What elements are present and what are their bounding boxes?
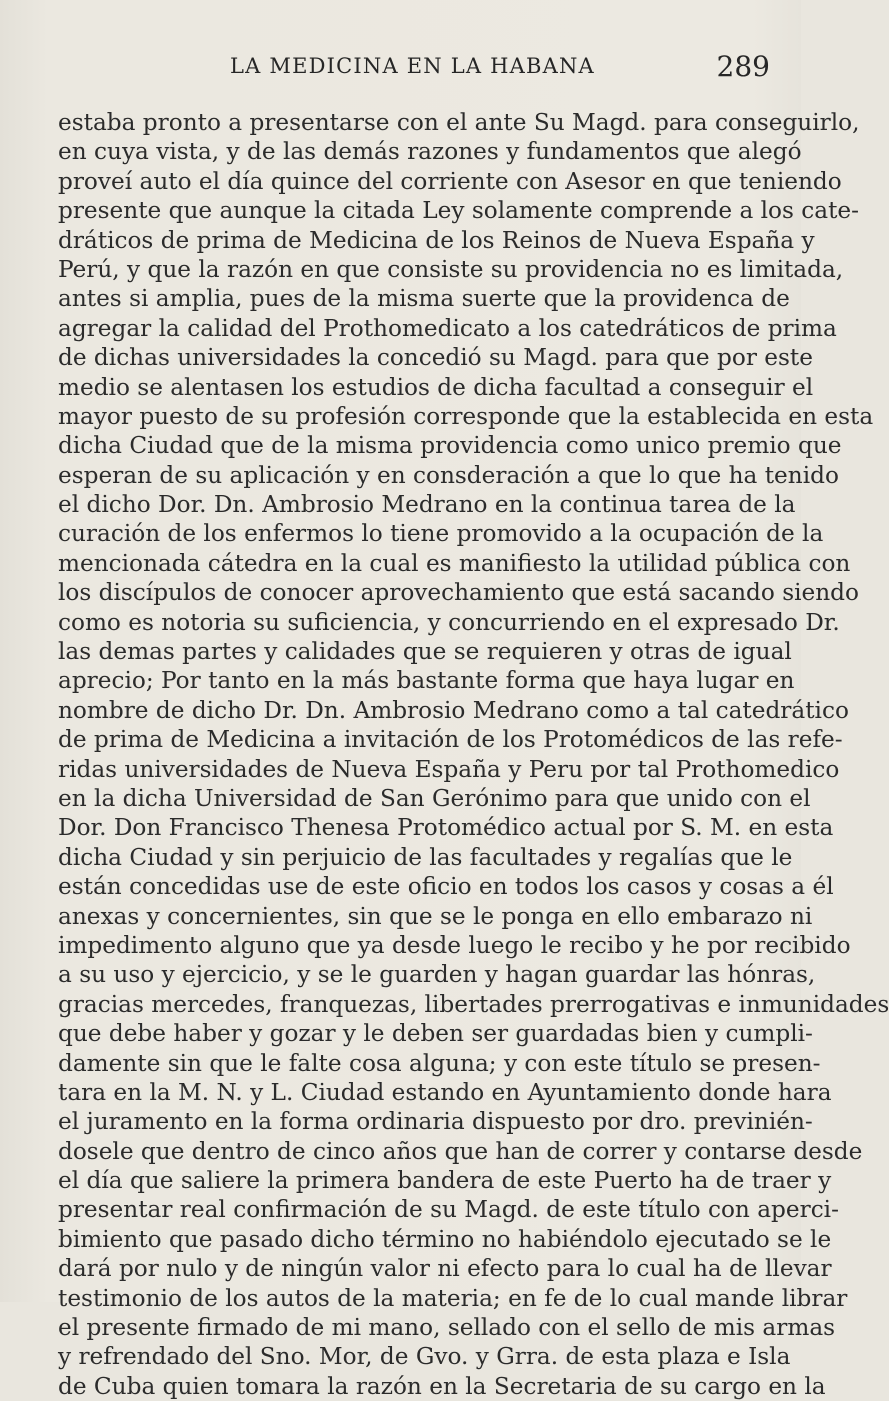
text-line: y refrendado del Sno. Mor, de Gvo. y Grra. de esta plaza e Isla xyxy=(58,1343,791,1371)
text-line: el día que saliere la primera bandera de este Puerto ha de traer y xyxy=(58,1167,832,1195)
text-line: testimonio de los autos de la materia; en fe de lo cual mande librar xyxy=(58,1284,848,1312)
text-line: gracias mercedes, franquezas, libertades prerrogativas e inmunidades xyxy=(58,990,889,1018)
text-line: medio se alentasen los estudios de dicha facultad a conseguir el xyxy=(58,373,814,401)
text-line: los discípulos de conocer aprovechamiento que está sacando siendo xyxy=(58,579,859,607)
text-line: el juramento en la forma ordinaria dispuesto por dro. previnién- xyxy=(58,1108,813,1136)
text-line: bimiento que pasado dicho término no habiéndolo ejecutado se le xyxy=(58,1225,832,1253)
text-line: esperan de su aplicación y en consderación a que lo que ha tenido xyxy=(58,461,839,489)
text-line: a su uso y ejercicio, y se le guarden y hagan guardar las hónras, xyxy=(58,961,816,989)
text-line: el presente firmado de mi mano, sellado con el sello de mis armas xyxy=(58,1314,836,1342)
text-line: dosele que dentro de cinco años que han de correr y contarse desde xyxy=(58,1137,863,1165)
text-line: proveí auto el día quince del corriente con Asesor en que teniendo xyxy=(58,167,842,195)
text-line: ridas universidades de Nueva España y Peru por tal Prothomedico xyxy=(58,755,840,783)
text-line: mencionada cátedra en la cual es manifiesto la utilidad pública con xyxy=(58,549,851,577)
text-line: en cuya vista, y de las demás razones y fundamentos que alegó xyxy=(58,138,802,166)
text-line: están concedidas use de este oficio en todos los casos y cosas a él xyxy=(58,873,834,901)
text-line: de prima de Medicina a invitación de los Protomédicos de las refe- xyxy=(58,726,843,754)
text-line: estaba pronto a presentarse con el ante Su Magd. para conseguirlo, xyxy=(58,109,860,136)
text-line: damente sin que le falte cosa alguna; y con este título se presen- xyxy=(58,1049,821,1077)
text-line: Dor. Don Francisco Thenesa Protomédico actual por S. M. en esta xyxy=(58,814,834,842)
text-line: las demas partes y calidades que se requieren y otras de igual xyxy=(58,638,792,666)
text-line: curación de los enfermos lo tiene promovido a la ocupación de la xyxy=(58,520,824,548)
text-line: anexas y concernientes, sin que se le ponga en ello embarazo ni xyxy=(58,902,813,930)
text-line: presentar real confirmación de su Magd. de este título con aperci- xyxy=(58,1196,839,1224)
running-head xyxy=(230,50,770,90)
text-line: mayor puesto de su profesión corresponde que la establecida en esta xyxy=(58,402,874,430)
text-line: nombre de dicho Dr. Dn. Ambrosio Medrano como a tal catedrático xyxy=(58,696,849,724)
text-line: tara en la M. N. y L. Ciudad estando en Ayuntamiento donde hara xyxy=(58,1078,832,1106)
text-line: de dichas universidades la concedió su Magd. para que por este xyxy=(58,344,813,372)
text-line: que debe haber y gozar y le deben ser guardadas bien y cumpli- xyxy=(58,1020,813,1048)
text-line: impedimento alguno que ya desde luego le recibo y he por recibido xyxy=(58,931,851,959)
text-line: en la dicha Universidad de San Gerónimo para que unido con el xyxy=(58,784,811,812)
text-line: dráticos de prima de Medicina de los Reinos de Nueva España y xyxy=(58,226,815,254)
page-number: 289 xyxy=(716,50,770,83)
text-line: de Cuba quien tomara la razón en la Secretaria de su cargo en la xyxy=(58,1372,826,1400)
text-line: dicha Ciudad que de la misma providencia como unico premio que xyxy=(58,432,842,460)
text-line: como es notoria su suficiencia, y concurriendo en el expresado Dr. xyxy=(58,608,840,636)
text-line: el dicho Dor. Dn. Ambrosio Medrano en la continua tarea de la xyxy=(58,491,796,519)
text-line: Perú, y que la razón en que consiste su providencia no es limitada, xyxy=(58,255,844,283)
text-line: dará por nulo y de ningún valor ni efecto para lo cual ha de llevar xyxy=(58,1255,832,1283)
text-line: aprecio; Por tanto en la más bastante forma que haya lugar en xyxy=(58,667,795,695)
text-line: presente que aunque la citada Ley solamente comprende a los cate- xyxy=(58,197,859,225)
text-line: dicha Ciudad y sin perjuicio de las facultades y regalías que le xyxy=(58,843,793,871)
body-text xyxy=(58,108,889,1401)
text-line: agregar la calidad del Prothomedicato a los catedráticos de prima xyxy=(58,314,837,342)
running-title: LA MEDICINA EN LA HABANA xyxy=(230,54,595,78)
text-line: antes si amplia, pues de la misma suerte que la providenca de xyxy=(58,285,790,313)
